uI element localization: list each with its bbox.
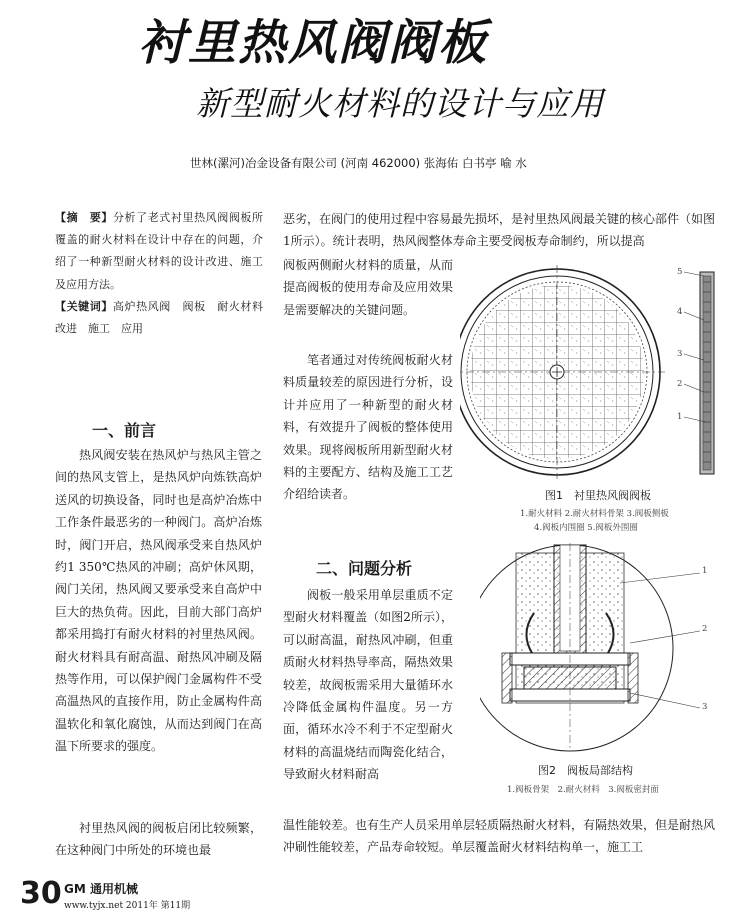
section-2-paragraph: 阀板一般采用单层重质不定型耐火材料覆盖（如图2所示），可以耐高温，耐热风冲刷，但重质耐火材料热导率高，隔热效果较差，故阀板需采用大量循环水冷降低金属构件温度。另一方面，循环水冷不利于不定型耐火材料的高温烧结而陶瓷化结合，导致耐火材料耐高 bbox=[283, 588, 453, 782]
journal-name: GM 通用机械 bbox=[64, 882, 138, 896]
keywords-label: 【关键词】 bbox=[55, 299, 113, 313]
section-1-paragraph-2: 衬里热风阀的阀板启闭比较频繁，在这种阀门中所处的环境也最 bbox=[55, 821, 262, 858]
figure-1-legend-line-1: 1.耐火材料 2.耐火材料骨架 3.阀板侧板 bbox=[520, 509, 669, 519]
mid-paragraph-1: 阀板两侧耐火材料的质量，从而提高阀板的使用寿命及应用效果是需要解决的关键问题。 bbox=[283, 258, 453, 317]
fig1-label-1: 1 bbox=[677, 412, 683, 422]
section-2-title: 二、问题分析 bbox=[316, 559, 413, 578]
section-1-title: 一、前言 bbox=[92, 421, 157, 440]
bottom-paragraph: 温性能较差。也有生产人员采用单层轻质隔热耐火材料，有隔热效果，但是耐热风冲刷性能较差，产品寿命较短。单层覆盖耐火材料结构单一，施工工 bbox=[283, 818, 716, 855]
page-number: 30 bbox=[20, 876, 62, 911]
figure-2-caption: 图2 阀板局部结构 bbox=[538, 764, 633, 777]
figure-1-legend-line-2: 4.阀板内围圈 5.阀板外围圈 bbox=[534, 523, 638, 533]
figure-2-drawing bbox=[480, 543, 710, 753]
article-title: 衬里热风阀阀板 bbox=[138, 15, 489, 71]
fig1-label-3: 3 bbox=[677, 349, 683, 359]
keywords-text: 高炉热风阀 阀板 耐火材料 改进 施工 应用 bbox=[55, 299, 275, 336]
fig2-label-3: 3 bbox=[702, 702, 708, 712]
abstract-block bbox=[55, 207, 275, 340]
mid-paragraph-2: 笔者通过对传统阀板耐火材料质量较差的原因进行分析，设计并应用了一种新型的耐火材料，有效提升了阀板的整体使用效果。现将阀板所用新型耐火材料的主要配方、结构及施工工艺介绍给读者。 bbox=[283, 353, 453, 502]
top-right-paragraph: 恶劣，在阀门的使用过程中容易最先损坏，是衬里热风阀最关键的核心部件（如图1所示）。统计表明，热风阀整体寿命主要受阀板寿命制约，所以提高 bbox=[283, 212, 716, 249]
figure-1-caption: 图1 衬里热风阀阀板 bbox=[545, 489, 651, 502]
author-line: 世林(漯河)冶金设备有限公司 (河南 462000) 张海佑 白书亭 喻 水 bbox=[190, 156, 527, 170]
figure-2-legend: 1.阀板骨架 2.耐火材料 3.阀板密封面 bbox=[507, 785, 659, 795]
fig2-label-2: 2 bbox=[702, 624, 708, 634]
fig1-label-2: 2 bbox=[677, 379, 683, 389]
figure-1-drawing bbox=[460, 262, 730, 487]
abstract-text: 分析了老式衬里热风阀阀板所覆盖的耐火材料在设计中存在的问题，介绍了一种新型耐火材料的设计改进、施工及应用方法。 bbox=[55, 211, 264, 291]
article-subtitle: 新型耐火材料的设计与应用 bbox=[196, 84, 604, 123]
section-1-paragraph-1: 热风阀安装在热风炉与热风主管之间的热风支管上，是热风炉向炼铁高炉送风的切换设备，同时也是高炉冶炼中工作条件最恶劣的一种阀门。高炉冶炼时，阀门开启，热风阀承受来自热风炉约1 350℃热风的冲刷；高炉休风期，阀门关闭，热风阀又要承受来自高炉中巨大的热负荷。因此，目前大部门高炉都采用捣打有耐火材料的衬里热风阀。耐火材料具有耐高温、耐热风冲刷及隔热等作用，可以保护阀门金属构件不受高温热风的直接作用，防止金属构件高温软化和氧化腐蚀，从而达到阀门在高温下所要求的强度。 bbox=[55, 448, 262, 754]
fig1-label-5: 5 bbox=[677, 267, 683, 277]
journal-url-issue: www.tyjx.net 2011年 第11期 bbox=[64, 901, 191, 911]
fig1-label-4: 4 bbox=[677, 307, 683, 317]
fig2-label-1: 1 bbox=[702, 566, 708, 576]
abstract-label: 【摘 要】 bbox=[55, 211, 113, 224]
